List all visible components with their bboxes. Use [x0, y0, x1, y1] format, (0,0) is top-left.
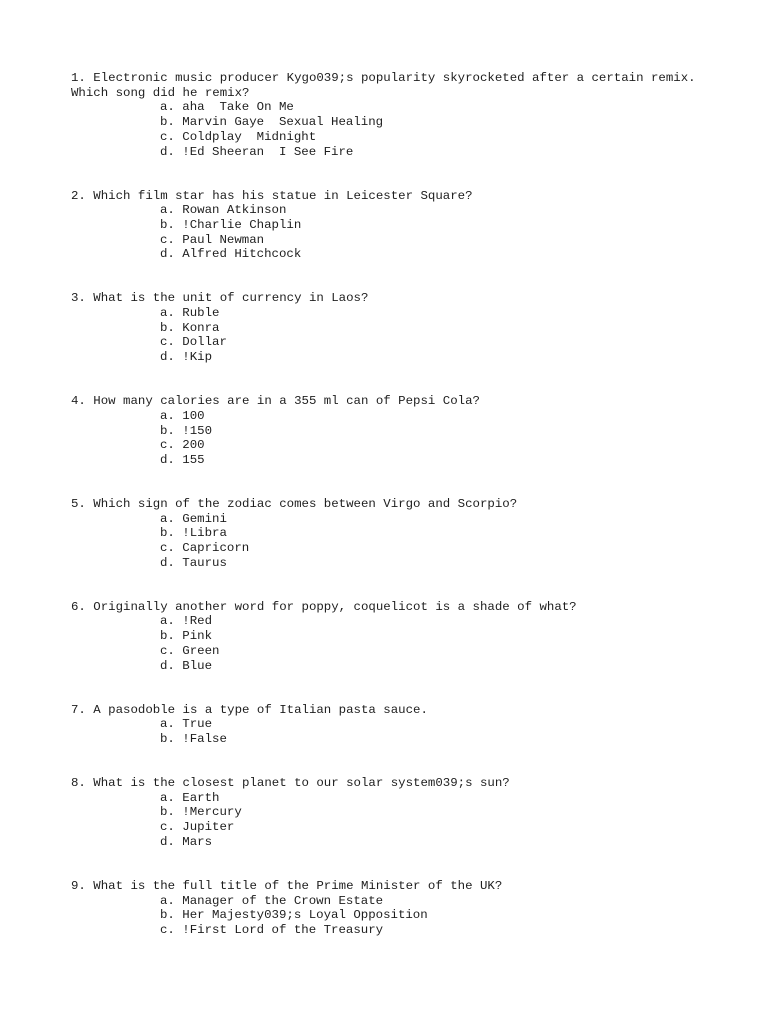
question-3: [71, 291, 711, 365]
answer-option: a. Manager of the Crown Estate: [160, 893, 384, 908]
answer-option: a. 100: [160, 408, 205, 423]
question-text: 2. Which film star has his statue in Leicester Square?: [71, 188, 473, 203]
answer-option: c. Coldplay Midnight: [160, 129, 317, 144]
answer-option: b. !Libra: [160, 526, 227, 541]
question-8: [71, 776, 711, 850]
answer-option: b. Marvin Gaye Sexual Healing: [160, 115, 384, 130]
answer-option: b. !Charlie Chaplin: [160, 217, 302, 232]
answer-option: b. !150: [160, 423, 213, 438]
quiz-document: [71, 71, 711, 967]
answer-option: a. True: [160, 717, 213, 732]
answer-option: d. Taurus: [160, 555, 227, 570]
answer-option: d. Mars: [160, 834, 213, 849]
question-text: 4. How many calories are in a 355 ml can of Pepsi Cola?: [71, 394, 480, 409]
answer-option: d. !Ed Sheeran I See Fire: [160, 144, 354, 159]
question-2: [71, 189, 711, 263]
question-text: 6. Originally another word for poppy, coquelicot is a shade of what?: [71, 599, 577, 614]
answer-option: c. Paul Newman: [160, 232, 265, 247]
answer-option: a. aha Take On Me: [160, 100, 294, 115]
question-text: 7. A pasodoble is a type of Italian pasta sauce.: [71, 702, 428, 717]
question-4: [71, 394, 711, 468]
question-5: [71, 497, 711, 571]
question-text: 9. What is the full title of the Prime Minister of the UK?: [71, 878, 503, 893]
answer-option: b. Her Majesty039;s Loyal Opposition: [160, 908, 428, 923]
answer-option: a. Earth: [160, 790, 220, 805]
answer-option: c. !First Lord of the Treasury: [160, 922, 384, 937]
question-6: [71, 600, 711, 674]
answer-option: b. !Mercury: [160, 805, 242, 820]
question-text: 1. Electronic music producer Kygo039;s popularity skyrocketed after a certain remix. Which song did he remix?: [71, 71, 704, 100]
answer-option: c. Capricorn: [160, 541, 250, 556]
question-text: 5. Which sign of the zodiac comes between Virgo and Scorpio?: [71, 496, 518, 511]
question-9: [71, 879, 711, 938]
question-1: [71, 71, 711, 159]
answer-option: d. 155: [160, 452, 205, 467]
answer-option: c. 200: [160, 438, 205, 453]
answer-option: a. Rowan Atkinson: [160, 203, 287, 218]
answer-option: c. Jupiter: [160, 820, 235, 835]
answer-option: a. Gemini: [160, 511, 227, 526]
answer-option: c. Green: [160, 643, 220, 658]
answer-option: d. !Kip: [160, 350, 213, 365]
question-text: 3. What is the unit of currency in Laos?: [71, 291, 369, 306]
question-7: [71, 703, 711, 747]
answer-option: a. !Red: [160, 614, 213, 629]
answer-option: a. Ruble: [160, 306, 220, 321]
question-text: 8. What is the closest planet to our solar system039;s sun?: [71, 775, 510, 790]
answer-option: d. Blue: [160, 658, 213, 673]
answer-option: d. Alfred Hitchcock: [160, 247, 302, 262]
answer-option: c. Dollar: [160, 335, 227, 350]
answer-option: b. Pink: [160, 629, 213, 644]
answer-option: b. Konra: [160, 320, 220, 335]
answer-option: b. !False: [160, 731, 227, 746]
